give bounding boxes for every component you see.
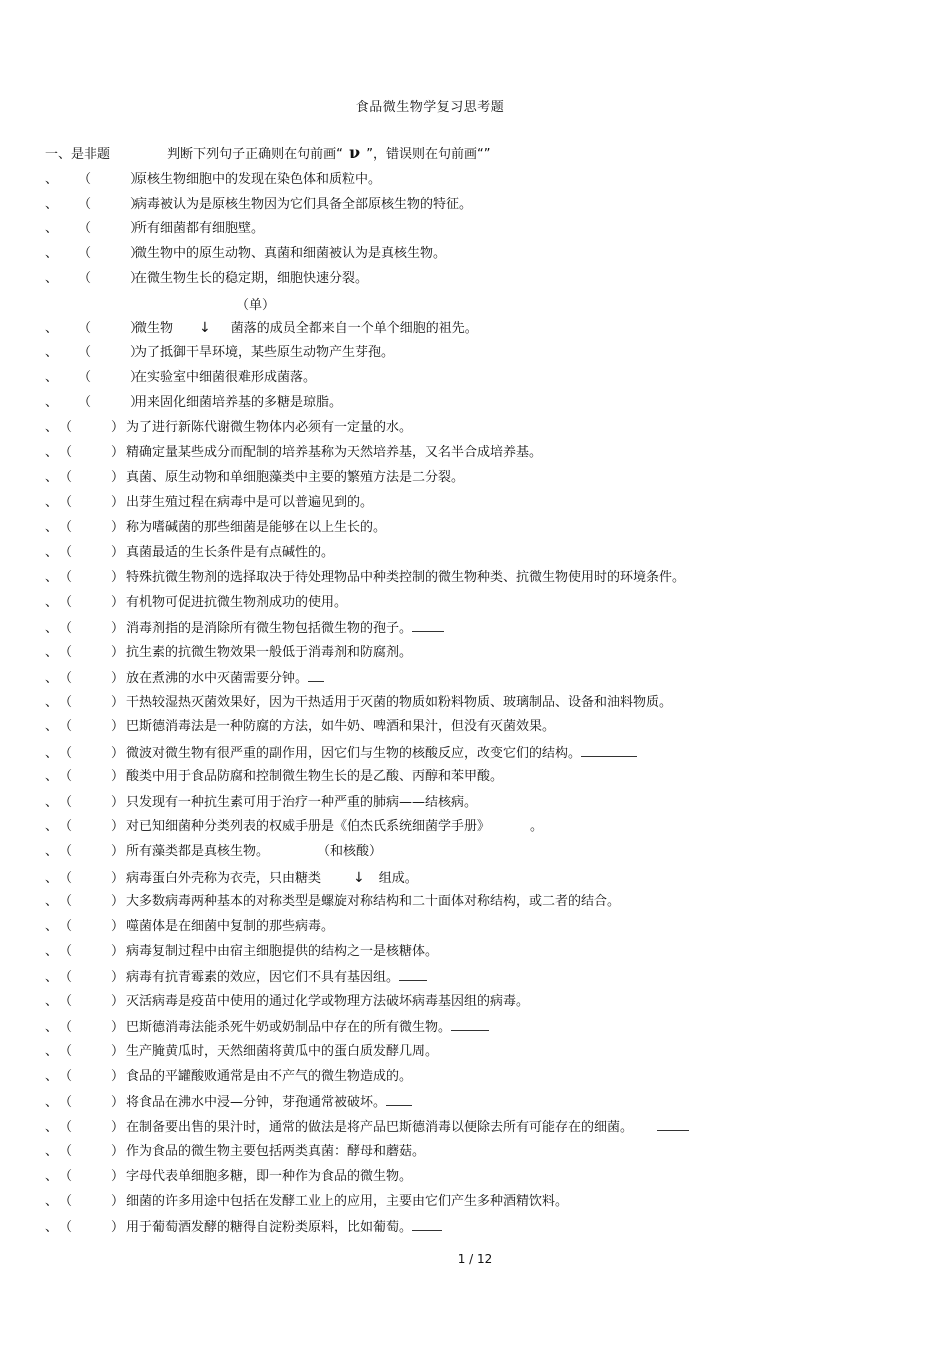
question-24 (45, 768, 503, 786)
question-8 (45, 369, 316, 387)
question-prefix: 、 (45, 919, 59, 934)
answer-blank: （ ） (59, 970, 125, 985)
question-prefix: 、 (45, 595, 59, 610)
answer-blank: （ ） (59, 819, 125, 834)
answer-blank: （ ） (59, 719, 125, 734)
tick-mark: ν (349, 143, 361, 162)
question-text: 抗生素的抗微生物效果一般低于消毒剂和防腐剂。 (126, 645, 413, 660)
question-text: 用来固化细菌培养基的多糖是琼脂。 (134, 395, 343, 410)
question-text: 巴斯德消毒法能杀死牛奶或奶制品中存在的所有微生物。 (126, 1020, 452, 1035)
answer-blank: （ ） (59, 621, 125, 636)
question-2 (45, 196, 472, 214)
question-30 (45, 918, 334, 936)
question-text: 在微生物生长的稳定期，细胞快速分裂。 (134, 271, 369, 286)
answer-blank: （ ） (78, 395, 144, 410)
question-prefix: 、 (45, 520, 59, 535)
answer-blank: （ ） (59, 570, 125, 585)
question-20 (45, 669, 324, 687)
answer-blank: （ ） (59, 495, 125, 510)
question-prefix: 、 (45, 370, 59, 385)
answer-blank: （ ） (59, 994, 125, 1009)
question-38 (45, 1118, 689, 1136)
question-text: 病毒蛋白外壳称为衣壳，只由糖类 (126, 871, 322, 886)
answer-blank: （ ） (59, 769, 125, 784)
blank-line (399, 968, 427, 981)
blank-line (412, 619, 444, 632)
answer-blank: （ ） (59, 944, 125, 959)
question-text: 食品的平罐酸败通常是由不产气的微生物造成的。 (126, 1069, 413, 1084)
question-prefix: 、 (45, 621, 59, 636)
question-text: 将食品在沸水中浸—分钟，芽孢通常被破坏。 (126, 1095, 387, 1110)
question-prefix: 、 (45, 970, 59, 985)
question-prefix: 、 (45, 1169, 59, 1184)
question-prefix: 、 (45, 1020, 59, 1035)
question-text: 噬菌体是在细菌中复制的那些病毒。 (126, 919, 335, 934)
answer-blank: （ ） (78, 172, 144, 187)
answer-blank: （ ） (59, 894, 125, 909)
question-35 (45, 1043, 438, 1061)
question-text: 真菌最适的生长条件是有点碱性的。 (126, 545, 335, 560)
answer-blank: （ ） (59, 1095, 125, 1110)
question-text: 微波对微生物有很严重的副作用，因它们与生物的核酸反应，改变它们的结构。 (126, 746, 582, 761)
question-34 (45, 1018, 489, 1036)
question-prefix: 、 (45, 321, 59, 336)
blank-line (386, 1093, 412, 1106)
question-42 (45, 1218, 442, 1236)
question-text: 消毒剂指的是消除所有微生物包括微生物的孢子。 (126, 621, 413, 636)
question-text-cont: （和核酸） (317, 844, 383, 859)
answer-blank: （ ） (59, 520, 125, 535)
question-25 (45, 794, 477, 812)
answer-blank: （ ） (78, 271, 144, 286)
answer-blank: （ ） (59, 545, 125, 560)
answer-blank: （ ） (59, 746, 125, 761)
question-text: 原核生物细胞中的发现在染色体和质粒中。 (134, 172, 382, 187)
question-prefix: 、 (45, 769, 59, 784)
question-prefix: 、 (45, 994, 59, 1009)
question-text: 作为食品的微生物主要包括两类真菌：酵母和蘑菇。 (126, 1144, 426, 1159)
down-arrow-icon: ↓ (353, 870, 365, 886)
answer-blank: （ ） (59, 1020, 125, 1035)
section-instruction-pre: 判断下列句子正确则在句前画“ (167, 147, 343, 162)
question-text: 细菌的许多用途中包括在发酵工业上的应用，主要由它们产生多种酒精饮料。 (126, 1194, 569, 1209)
question-14 (45, 519, 386, 537)
question-text: 精确定量某些成分而配制的培养基称为天然培养基，又名半合成培养基。 (126, 445, 543, 460)
answer-blank: （ ） (59, 1220, 125, 1235)
question-prefix: 、 (45, 470, 59, 485)
question-text: 灭活病毒是疫苗中使用的通过化学或物理方法破坏病毒基因组的病毒。 (126, 994, 530, 1009)
answer-blank: （ ） (78, 197, 144, 212)
answer-blank: （ ） (59, 420, 125, 435)
question-prefix: 、 (45, 495, 59, 510)
question-text: 放在煮沸的水中灭菌需要分钟。 (126, 671, 309, 686)
answer-blank: （ ） (59, 919, 125, 934)
question-prefix: 、 (45, 1220, 59, 1235)
question-prefix: 、 (45, 395, 59, 410)
answer-blank: （ ） (59, 1044, 125, 1059)
question-prefix: 、 (45, 719, 59, 734)
question-15 (45, 544, 334, 562)
question-prefix: 、 (45, 695, 59, 710)
blank-line (308, 669, 324, 682)
question-prefix: 、 (45, 1069, 59, 1084)
answer-blank: （ ） (59, 1194, 125, 1209)
answer-blank: （ ） (59, 645, 125, 660)
question-text: 为了抵御干旱环境，某些原生动物产生芽孢。 (134, 345, 395, 360)
answer-blank: （ ） (78, 246, 144, 261)
answer-blank: （ ） (78, 221, 144, 236)
question-text: 在制备要出售的果汁时，通常的做法是将产品巴斯德消毒以便除去所有可能存在的细菌。 (126, 1120, 634, 1135)
answer-blank: （ ） (59, 470, 125, 485)
question-text: 巴斯德消毒法是一种防腐的方法，如牛奶、啤酒和果汁，但没有灭菌效果。 (126, 719, 556, 734)
question-text: 所有藻类都是真核生物。 (126, 844, 270, 859)
blank-line (657, 1118, 689, 1131)
question-text: 只发现有一种抗生素可用于治疗一种严重的肺病——结核病。 (126, 795, 478, 810)
answer-blank: （ ） (78, 370, 144, 385)
question-17 (45, 594, 347, 612)
question-text: 出芽生殖过程在病毒中是可以普遍见到的。 (126, 495, 374, 510)
question-text: 大多数病毒两种基本的对称类型是螺旋对称结构和二十面体对称结构，或二者的结合。 (126, 894, 621, 909)
question-prefix: 、 (45, 345, 59, 360)
question-29 (45, 893, 620, 911)
question-prefix: 、 (45, 271, 59, 286)
question-40 (45, 1168, 412, 1186)
question-4 (45, 245, 446, 263)
question-26 (45, 818, 543, 836)
answer-blank: （ ） (59, 671, 125, 686)
question-text: 病毒被认为是原核生物因为它们具备全部原核生物的特征。 (134, 197, 473, 212)
question-37 (45, 1093, 412, 1111)
question-text: 对已知细菌种分类列表的权威手册是《伯杰氏系统细菌学手册》 (126, 819, 491, 834)
section-instruction-post: ”，错误则在句前画“” (366, 147, 491, 162)
question-31 (45, 943, 438, 961)
question-text: 有机物可促进抗微生物剂成功的使用。 (126, 595, 348, 610)
question-prefix: 、 (45, 545, 59, 560)
answer-blank: （ ） (59, 844, 125, 859)
question-3 (45, 220, 264, 238)
question-prefix: 、 (45, 746, 59, 761)
question-text: 微生物 (134, 321, 174, 336)
question-prefix: 、 (45, 795, 59, 810)
down-arrow-icon: ↓ (199, 320, 211, 336)
answer-blank: （ ） (78, 345, 144, 360)
question-prefix: 、 (45, 819, 59, 834)
question-9 (45, 394, 342, 412)
question-6 (45, 319, 478, 337)
question-text: 称为嗜碱菌的那些细菌是能够在以上生长的。 (126, 520, 387, 535)
question-prefix: 、 (45, 1095, 59, 1110)
question-text: 真菌、原生动物和单细胞藻类中主要的繁殖方法是二分裂。 (126, 470, 465, 485)
answer-blank: （ ） (59, 595, 125, 610)
question-text: 干热较湿热灭菌效果好，因为干热适用于灭菌的物质如粉料物质、玻璃制品、设备和油料物质。 (126, 695, 673, 710)
page-number: 1 / 12 (457, 1252, 493, 1266)
question-18 (45, 619, 444, 637)
question-text: 用于葡萄酒发酵的糖得自淀粉类原料，比如葡萄。 (126, 1220, 413, 1235)
question-19 (45, 644, 412, 662)
answer-blank: （ ） (59, 1169, 125, 1184)
question-prefix: 、 (45, 246, 59, 261)
question-33 (45, 993, 529, 1011)
question-13 (45, 494, 373, 512)
question-prefix: 、 (45, 944, 59, 959)
question-prefix: 、 (45, 894, 59, 909)
question-36 (45, 1068, 412, 1086)
question-prefix: 、 (45, 871, 59, 886)
question-27 (45, 843, 382, 861)
question-prefix: 、 (45, 172, 59, 187)
question-text: 特殊抗微生物剂的选择取决于待处理物品中种类控制的微生物种类、抗微生物使用时的环境条件。 (126, 570, 686, 585)
question-text: 字母代表单细胞多糖，即一种作为食品的微生物。 (126, 1169, 413, 1184)
question-prefix: 、 (45, 221, 59, 236)
question-prefix: 、 (45, 645, 59, 660)
answer-blank: （ ） (59, 1144, 125, 1159)
blank-line (451, 1018, 489, 1031)
question-prefix: 、 (45, 1194, 59, 1209)
answer-blank: （ ） (59, 1120, 125, 1135)
note-dan: （单） (236, 298, 276, 313)
question-41 (45, 1193, 568, 1211)
question-prefix: 、 (45, 445, 59, 460)
blank-line (581, 744, 637, 757)
question-7 (45, 344, 394, 362)
section-heading (45, 143, 491, 162)
answer-blank: （ ） (59, 695, 125, 710)
blank-line (412, 1218, 442, 1231)
question-prefix: 、 (45, 197, 59, 212)
answer-blank: （ ） (78, 321, 144, 336)
answer-blank: （ ） (59, 445, 125, 460)
question-prefix: 、 (45, 1144, 59, 1159)
question-23 (45, 744, 637, 762)
section-label: 一、是非题 (45, 147, 111, 162)
question-5 (45, 270, 368, 288)
question-12 (45, 469, 464, 487)
question-1 (45, 171, 381, 189)
question-text-cont: 菌落的成员全都来自一个单个细胞的祖先。 (230, 321, 478, 336)
question-prefix: 、 (45, 671, 59, 686)
question-prefix: 、 (45, 1044, 59, 1059)
question-10 (45, 419, 412, 437)
question-text-cont: 组成。 (378, 871, 418, 886)
question-16 (45, 569, 685, 587)
answer-blank: （ ） (59, 1069, 125, 1084)
question-39 (45, 1143, 425, 1161)
question-text: 生产腌黄瓜时，天然细菌将黄瓜中的蛋白质发酵几周。 (126, 1044, 439, 1059)
question-text: 所有细菌都有细胞壁。 (134, 221, 265, 236)
answer-blank: （ ） (59, 871, 125, 886)
question-11 (45, 444, 542, 462)
question-text: 微生物中的原生动物、真菌和细菌被认为是真核生物。 (134, 246, 447, 261)
question-text-cont: 。 (530, 819, 544, 834)
answer-blank: （ ） (59, 795, 125, 810)
question-text: 在实验室中细菌很难形成菌落。 (134, 370, 317, 385)
question-32 (45, 968, 427, 986)
question-text: 病毒复制过程中由宿主细胞提供的结构之一是核糖体。 (126, 944, 439, 959)
question-prefix: 、 (45, 420, 59, 435)
question-text: 为了进行新陈代谢微生物体内必须有一定量的水。 (126, 420, 413, 435)
page-title: 食品微生物学复习思考题 (355, 100, 505, 115)
question-21 (45, 694, 672, 712)
question-text: 病毒有抗青霉素的效应，因它们不具有基因组。 (126, 970, 400, 985)
question-28 (45, 869, 418, 887)
question-prefix: 、 (45, 1120, 59, 1135)
question-prefix: 、 (45, 844, 59, 859)
question-prefix: 、 (45, 570, 59, 585)
question-text: 酸类中用于食品防腐和控制微生物生长的是乙酸、丙醇和苯甲酸。 (126, 769, 504, 784)
question-22 (45, 718, 555, 736)
